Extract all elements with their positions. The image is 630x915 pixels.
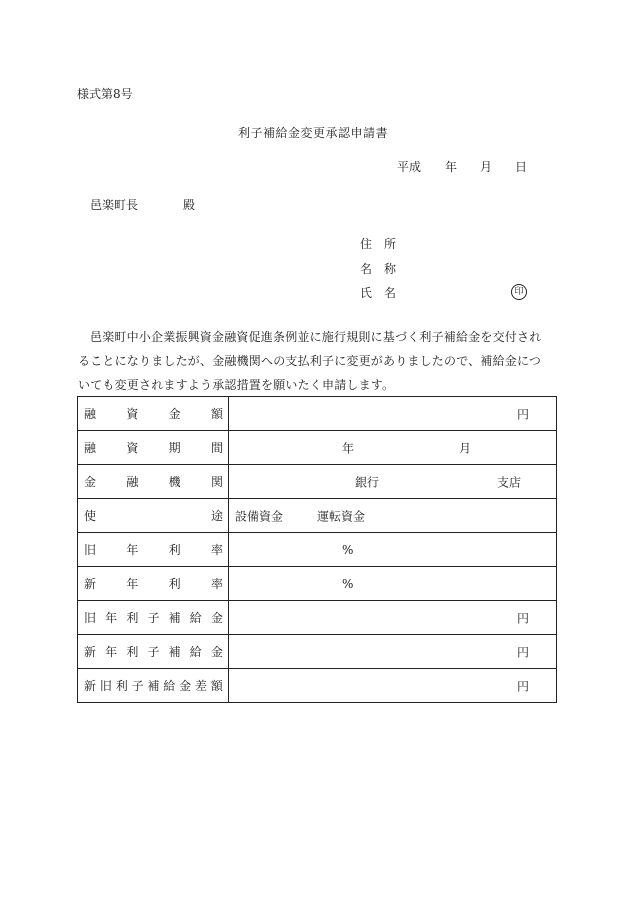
label-char: 関 (210, 475, 223, 489)
date-day: 日 (515, 160, 528, 174)
label-char: 子 (147, 611, 160, 625)
application-body-text: 邑楽町中小企業振興資金融資促進条例並に施行規則に基づく利子補給金を交付されることになりましたが、金融機関への支払利子に変更がありましたので、補給金についても変更されますよう承認措置を願いたく申請します。 (78, 330, 542, 392)
loan-period-field[interactable] (229, 431, 557, 465)
label-char: 旧 (84, 611, 97, 625)
label-char: 旧 (84, 543, 97, 557)
label-char: 年 (126, 543, 139, 557)
option-equipment-fund[interactable]: 設備資金 (235, 509, 284, 523)
date-year: 年 (445, 160, 458, 174)
label-char: 子 (147, 645, 160, 659)
addressee-name: 邑楽町長 (90, 198, 139, 212)
label-char: 融 (84, 407, 97, 421)
label-char: 年 (105, 611, 118, 625)
unit-yen: 円 (517, 645, 530, 659)
label-char: 資 (126, 407, 139, 421)
label-char: 利 (126, 611, 139, 625)
table-row (78, 533, 557, 567)
label-char: 率 (210, 543, 223, 557)
seal-mark: 印 (511, 284, 527, 300)
new-annual-rate-field[interactable] (229, 567, 557, 601)
unit-percent: % (342, 542, 354, 557)
table-row (78, 431, 557, 465)
label-char: 利 (126, 645, 139, 659)
row-label (78, 431, 229, 465)
unit-year: 年 (342, 441, 355, 455)
label-char: 金 (210, 645, 223, 659)
row-label (78, 669, 229, 703)
label-char: 給 (189, 645, 202, 659)
unit-yen: 円 (517, 679, 530, 693)
unit-month: 月 (459, 441, 472, 455)
application-table (77, 396, 557, 703)
option-operating-fund[interactable]: 運転資金 (317, 509, 366, 523)
label-char: 使 (84, 509, 97, 523)
company-label-2: 称 (384, 262, 397, 276)
unit-yen: 円 (517, 407, 530, 421)
label-char: 年 (105, 645, 118, 659)
table-row (78, 635, 557, 669)
row-label (78, 465, 229, 499)
purpose-field[interactable] (229, 499, 557, 533)
label-char: 子 (131, 679, 144, 693)
label-char: 金 (168, 407, 181, 421)
date-month: 月 (480, 160, 493, 174)
label-char: 給 (189, 611, 202, 625)
label-char: 新 (84, 645, 97, 659)
addressee-honorific: 殿 (183, 198, 196, 212)
label-char: 融 (126, 475, 139, 489)
label-char: 補 (147, 679, 160, 693)
table-row (78, 567, 557, 601)
financial-institution-field[interactable] (229, 465, 557, 499)
address-label-1: 住 (360, 237, 373, 251)
subsidy-difference-field[interactable] (229, 669, 557, 703)
label-char: 金 (179, 679, 192, 693)
date-era: 平成 (397, 160, 422, 174)
label-char: 利 (168, 577, 181, 591)
row-label (78, 567, 229, 601)
table-row (78, 465, 557, 499)
label-char: 金 (84, 475, 97, 489)
document-title: 利子補給金変更承認申請書 (238, 126, 389, 140)
table-row (78, 669, 557, 703)
label-char: 新 (84, 679, 97, 693)
label-char: 機 (168, 475, 181, 489)
label-char: 期 (168, 441, 181, 455)
name-label-2: 名 (384, 286, 397, 300)
label-char: 率 (210, 577, 223, 591)
new-interest-subsidy-field[interactable] (229, 635, 557, 669)
row-label (78, 397, 229, 431)
label-char: 利 (168, 543, 181, 557)
label-char: 差 (195, 679, 208, 693)
label-char: 額 (210, 679, 223, 693)
name-label-1: 氏 (360, 286, 373, 300)
unit-percent: % (342, 576, 354, 591)
label-char: 利 (115, 679, 128, 693)
row-label (78, 533, 229, 567)
label-char: 新 (84, 577, 97, 591)
loan-amount-field[interactable] (229, 397, 557, 431)
label-char: 額 (210, 407, 223, 421)
label-char: 金 (210, 611, 223, 625)
address-label-2: 所 (384, 237, 397, 251)
table-row (78, 601, 557, 635)
form-number: 様式第8号 (77, 87, 133, 101)
label-char: 補 (168, 645, 181, 659)
label-char: 途 (210, 509, 223, 523)
old-annual-rate-field[interactable] (229, 533, 557, 567)
unit-bank: 銀行 (355, 475, 380, 489)
label-char: 年 (126, 577, 139, 591)
row-label (78, 635, 229, 669)
company-label-1: 名 (360, 262, 373, 276)
unit-branch: 支店 (497, 475, 522, 489)
row-label (78, 499, 229, 533)
old-interest-subsidy-field[interactable] (229, 601, 557, 635)
label-char: 融 (84, 441, 97, 455)
label-char: 補 (168, 611, 181, 625)
label-char: 間 (210, 441, 223, 455)
label-char: 旧 (99, 679, 112, 693)
label-char: 給 (163, 679, 176, 693)
table-row (78, 397, 557, 431)
table-row (78, 499, 557, 533)
row-label (78, 601, 229, 635)
label-char: 資 (126, 441, 139, 455)
unit-yen: 円 (517, 611, 530, 625)
